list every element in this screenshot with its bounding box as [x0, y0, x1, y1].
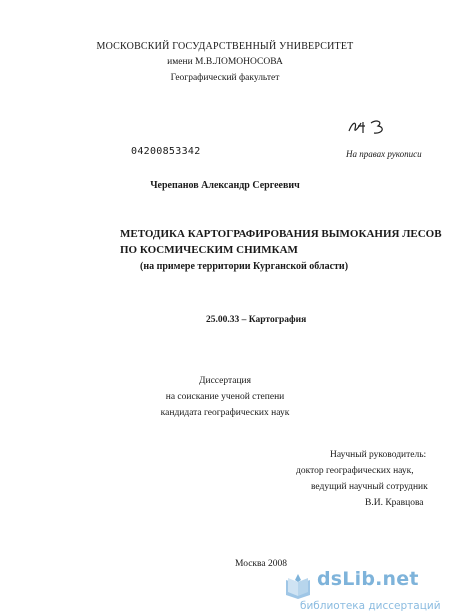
registry-number: 04200853342: [131, 146, 201, 157]
watermark-brand: dsLib.net: [317, 568, 419, 590]
dissertation-label: Диссертация: [199, 376, 251, 386]
supervisor-label: Научный руководитель:: [330, 450, 427, 460]
dissertation-purpose: на соискание ученой степени: [165, 392, 285, 402]
supervisor-name: В.И. Кравцова: [365, 498, 424, 508]
specialty-code: 25.00.33 – Картография: [206, 315, 307, 325]
handwritten-signature: [345, 117, 391, 137]
author-name: Черепанов Александр Сергеевич: [150, 180, 300, 191]
title-subtitle: (на примере территории Курганской области): [140, 261, 349, 272]
title-line-2: ПО КОСМИЧЕСКИМ СНИМКАМ: [120, 244, 298, 256]
supervisor-degree: доктор географических наук,: [296, 466, 414, 476]
supervisor-position: ведущий научный сотрудник: [311, 482, 428, 492]
university-name: МОСКОВСКИЙ ГОСУДАРСТВЕННЫЙ УНИВЕРСИТЕТ: [96, 41, 354, 52]
manuscript-note: На правах рукописи: [346, 149, 422, 159]
dslib-watermark[interactable]: [283, 567, 450, 616]
university-named-after: имени М.В.ЛОМОНОСОВА: [167, 57, 283, 67]
title-line-1: МЕТОДИКА КАРТОГРАФИРОВАНИЯ ВЫМОКАНИЯ ЛЕСОВ: [120, 228, 442, 240]
faculty-name: Географический факультет: [170, 73, 280, 83]
city-year: Москва 2008: [235, 559, 287, 569]
watermark-subtitle: библиотека диссертаций: [300, 600, 441, 612]
dissertation-degree: кандидата географических наук: [160, 408, 290, 418]
book-logo-icon: [283, 571, 313, 601]
